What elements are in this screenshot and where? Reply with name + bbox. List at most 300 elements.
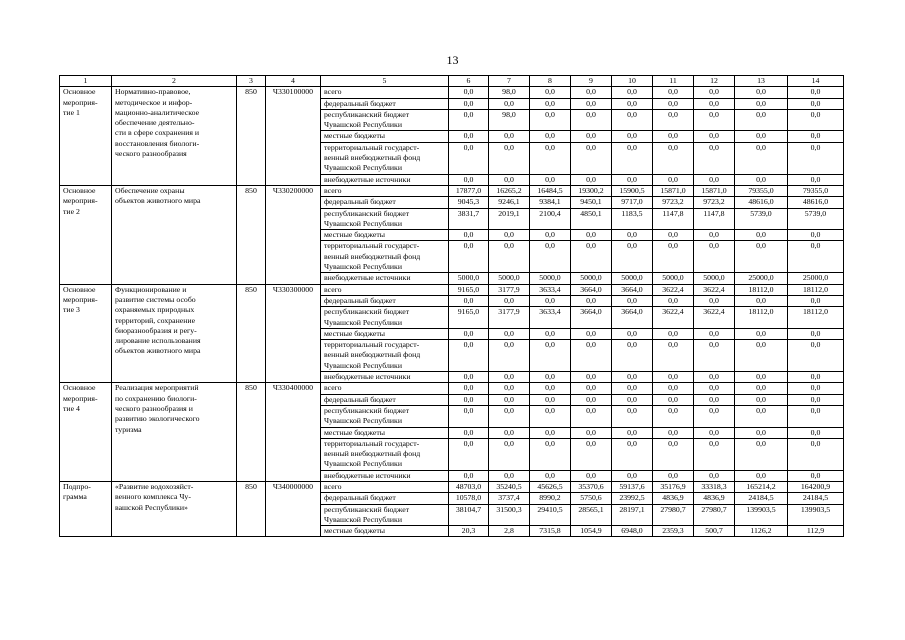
- funding-source: всего: [321, 87, 449, 98]
- amount-cell: 0,0: [788, 438, 844, 470]
- funding-source: внебюджетные источники: [321, 174, 449, 185]
- amount-cell: 0,0: [612, 372, 653, 383]
- amount-cell: 29410,5: [530, 504, 571, 526]
- amount-cell: 0,0: [694, 328, 735, 339]
- amount-cell: 3177,9: [489, 284, 530, 295]
- funding-source: федеральный бюджет: [321, 493, 449, 504]
- amount-cell: 0,0: [653, 328, 694, 339]
- amount-cell: 5000,0: [571, 273, 612, 284]
- amount-cell: 25000,0: [788, 273, 844, 284]
- amount-cell: 0,0: [653, 241, 694, 273]
- amount-cell: 98,0: [489, 87, 530, 98]
- amount-cell: 0,0: [612, 230, 653, 241]
- amount-cell: 10578,0: [449, 493, 489, 504]
- amount-cell: 0,0: [612, 131, 653, 142]
- amount-cell: 3664,0: [612, 284, 653, 295]
- activity-description: Функционирование и развитие системы особо охраняемых природных территорий, сохранение биоразнообразия и регу- лирование использования объектов животного мира: [112, 284, 237, 383]
- amount-cell: 0,0: [530, 372, 571, 383]
- amount-cell: 18112,0: [788, 284, 844, 295]
- amount-cell: 9045,3: [449, 197, 489, 208]
- amount-cell: 0,0: [735, 470, 788, 481]
- amount-cell: 5000,0: [449, 273, 489, 284]
- amount-cell: 0,0: [612, 470, 653, 481]
- amount-cell: 0,0: [530, 405, 571, 427]
- amount-cell: 5000,0: [653, 273, 694, 284]
- amount-cell: 35370,6: [571, 481, 612, 492]
- funding-source: всего: [321, 185, 449, 196]
- budget-classification-code: Ч330200000: [266, 185, 321, 284]
- amount-cell: 9723,2: [694, 197, 735, 208]
- amount-cell: 0,0: [571, 470, 612, 481]
- amount-cell: 0,0: [571, 394, 612, 405]
- activity-description: «Развитие водохозяйст- венного комплекса Чу- вашской Республики»: [112, 481, 237, 536]
- table-row: [60, 383, 844, 394]
- amount-cell: 8990,2: [530, 493, 571, 504]
- amount-cell: 0,0: [788, 470, 844, 481]
- funding-source: территориальный государст- венный внебюджетный фонд Чувашской Республики: [321, 142, 449, 174]
- amount-cell: 0,0: [571, 174, 612, 185]
- column-number-5: 5: [321, 76, 449, 87]
- amount-cell: 0,0: [694, 372, 735, 383]
- amount-cell: 0,0: [653, 142, 694, 174]
- amount-cell: 79355,0: [788, 185, 844, 196]
- amount-cell: 0,0: [449, 98, 489, 109]
- amount-cell: 0,0: [694, 383, 735, 394]
- amount-cell: 35240,5: [489, 481, 530, 492]
- funding-source: федеральный бюджет: [321, 295, 449, 306]
- activity-name: Подпро- грамма: [60, 481, 112, 536]
- amount-cell: 0,0: [612, 142, 653, 174]
- amount-cell: 0,0: [612, 405, 653, 427]
- amount-cell: 24184,5: [788, 493, 844, 504]
- amount-cell: 139903,5: [788, 504, 844, 526]
- amount-cell: 112,9: [788, 526, 844, 537]
- amount-cell: 0,0: [653, 295, 694, 306]
- amount-cell: 5000,0: [530, 273, 571, 284]
- amount-cell: 2,8: [489, 526, 530, 537]
- amount-cell: 2019,1: [489, 208, 530, 230]
- amount-cell: 0,0: [530, 394, 571, 405]
- amount-cell: 0,0: [653, 98, 694, 109]
- amount-cell: 0,0: [571, 230, 612, 241]
- amount-cell: 4850,1: [571, 208, 612, 230]
- amount-cell: 0,0: [571, 98, 612, 109]
- amount-cell: 1183,5: [612, 208, 653, 230]
- amount-cell: 3633,4: [530, 284, 571, 295]
- amount-cell: 15900,5: [612, 185, 653, 196]
- amount-cell: 4836,9: [653, 493, 694, 504]
- amount-cell: 0,0: [788, 109, 844, 131]
- amount-cell: 0,0: [612, 394, 653, 405]
- amount-cell: 0,0: [694, 142, 735, 174]
- activity-name: Основное мероприя- тие 3: [60, 284, 112, 383]
- amount-cell: 16265,2: [489, 185, 530, 196]
- amount-cell: 0,0: [653, 394, 694, 405]
- amount-cell: 0,0: [612, 87, 653, 98]
- amount-cell: 0,0: [489, 405, 530, 427]
- amount-cell: 5739,0: [788, 208, 844, 230]
- amount-cell: 0,0: [449, 405, 489, 427]
- amount-cell: 0,0: [653, 427, 694, 438]
- responsible-code: 850: [237, 185, 266, 284]
- amount-cell: 3622,4: [694, 284, 735, 295]
- amount-cell: 0,0: [612, 241, 653, 273]
- amount-cell: 18112,0: [735, 307, 788, 329]
- amount-cell: 6948,0: [612, 526, 653, 537]
- amount-cell: 19300,2: [571, 185, 612, 196]
- budget-table-container: [59, 75, 843, 537]
- funding-source: всего: [321, 481, 449, 492]
- amount-cell: 0,0: [735, 131, 788, 142]
- amount-cell: 0,0: [612, 109, 653, 131]
- amount-cell: 0,0: [694, 340, 735, 372]
- amount-cell: 0,0: [694, 98, 735, 109]
- amount-cell: 0,0: [788, 372, 844, 383]
- amount-cell: 0,0: [788, 230, 844, 241]
- amount-cell: 0,0: [735, 383, 788, 394]
- funding-source: федеральный бюджет: [321, 98, 449, 109]
- amount-cell: 0,0: [530, 98, 571, 109]
- amount-cell: 0,0: [489, 340, 530, 372]
- amount-cell: 0,0: [735, 328, 788, 339]
- amount-cell: 0,0: [571, 87, 612, 98]
- funding-source: местные бюджеты: [321, 526, 449, 537]
- amount-cell: 0,0: [489, 131, 530, 142]
- amount-cell: 0,0: [530, 470, 571, 481]
- amount-cell: 0,0: [530, 427, 571, 438]
- amount-cell: 500,7: [694, 526, 735, 537]
- amount-cell: 0,0: [530, 230, 571, 241]
- amount-cell: 0,0: [788, 383, 844, 394]
- amount-cell: 1126,2: [735, 526, 788, 537]
- amount-cell: 0,0: [653, 109, 694, 131]
- amount-cell: 3664,0: [612, 307, 653, 329]
- amount-cell: 0,0: [571, 340, 612, 372]
- activity-description: Обеспечение охраны объектов животного мира: [112, 185, 237, 284]
- amount-cell: 0,0: [694, 230, 735, 241]
- amount-cell: 0,0: [449, 328, 489, 339]
- amount-cell: 0,0: [694, 109, 735, 131]
- amount-cell: 0,0: [449, 427, 489, 438]
- amount-cell: 0,0: [653, 438, 694, 470]
- amount-cell: 0,0: [571, 372, 612, 383]
- amount-cell: 0,0: [788, 340, 844, 372]
- amount-cell: 0,0: [449, 394, 489, 405]
- amount-cell: 0,0: [653, 372, 694, 383]
- amount-cell: 15871,0: [653, 185, 694, 196]
- table-row: [60, 481, 844, 492]
- amount-cell: 0,0: [612, 328, 653, 339]
- column-number-13: 13: [735, 76, 788, 87]
- amount-cell: 0,0: [788, 295, 844, 306]
- amount-cell: 0,0: [612, 295, 653, 306]
- amount-cell: 59137,6: [612, 481, 653, 492]
- amount-cell: 9384,1: [530, 197, 571, 208]
- amount-cell: 165214,2: [735, 481, 788, 492]
- amount-cell: 9165,0: [449, 307, 489, 329]
- amount-cell: 5000,0: [694, 273, 735, 284]
- activity-description: Реализация мероприятий по сохранению биологи- ческого разнообразия и развитию экологического туризма: [112, 383, 237, 482]
- budget-classification-code: Ч330100000: [266, 87, 321, 186]
- amount-cell: 0,0: [449, 383, 489, 394]
- page-number: 13: [446, 53, 459, 67]
- amount-cell: 0,0: [449, 174, 489, 185]
- amount-cell: 0,0: [571, 142, 612, 174]
- amount-cell: 0,0: [653, 131, 694, 142]
- activity-name: Основное мероприя- тие 4: [60, 383, 112, 482]
- amount-cell: 0,0: [735, 87, 788, 98]
- amount-cell: 0,0: [530, 142, 571, 174]
- amount-cell: 0,0: [788, 131, 844, 142]
- amount-cell: 1054,9: [571, 526, 612, 537]
- amount-cell: 3633,4: [530, 307, 571, 329]
- amount-cell: 0,0: [788, 328, 844, 339]
- amount-cell: 79355,0: [735, 185, 788, 196]
- amount-cell: 48616,0: [788, 197, 844, 208]
- table-row: [60, 87, 844, 98]
- amount-cell: 0,0: [530, 295, 571, 306]
- amount-cell: 0,0: [735, 438, 788, 470]
- amount-cell: 0,0: [694, 470, 735, 481]
- amount-cell: 0,0: [694, 295, 735, 306]
- amount-cell: 15871,0: [694, 185, 735, 196]
- column-number-4: 4: [266, 76, 321, 87]
- table-body: [60, 76, 844, 537]
- amount-cell: 0,0: [735, 427, 788, 438]
- funding-source: территориальный государст- венный внебюджетный фонд Чувашской Республики: [321, 340, 449, 372]
- amount-cell: 3622,4: [653, 307, 694, 329]
- amount-cell: 25000,0: [735, 273, 788, 284]
- amount-cell: 0,0: [449, 340, 489, 372]
- column-number-3: 3: [237, 76, 266, 87]
- amount-cell: 0,0: [489, 241, 530, 273]
- funding-source: республиканский бюджет Чувашской Республики: [321, 405, 449, 427]
- funding-source: местные бюджеты: [321, 328, 449, 339]
- amount-cell: 0,0: [449, 295, 489, 306]
- amount-cell: 0,0: [571, 383, 612, 394]
- amount-cell: 2359,3: [653, 526, 694, 537]
- amount-cell: 28565,1: [571, 504, 612, 526]
- amount-cell: 0,0: [788, 241, 844, 273]
- column-number-9: 9: [571, 76, 612, 87]
- funding-source: местные бюджеты: [321, 427, 449, 438]
- funding-source: республиканский бюджет Чувашской Республики: [321, 504, 449, 526]
- amount-cell: 0,0: [571, 438, 612, 470]
- amount-cell: 23992,5: [612, 493, 653, 504]
- amount-cell: 0,0: [489, 470, 530, 481]
- amount-cell: 16484,5: [530, 185, 571, 196]
- amount-cell: 0,0: [489, 328, 530, 339]
- amount-cell: 0,0: [788, 427, 844, 438]
- amount-cell: 0,0: [735, 109, 788, 131]
- amount-cell: 4836,9: [694, 493, 735, 504]
- amount-cell: 0,0: [449, 438, 489, 470]
- amount-cell: 9450,1: [571, 197, 612, 208]
- budget-classification-code: Ч330300000: [266, 284, 321, 383]
- amount-cell: 0,0: [788, 405, 844, 427]
- column-number-12: 12: [694, 76, 735, 87]
- amount-cell: 31500,3: [489, 504, 530, 526]
- amount-cell: 0,0: [530, 109, 571, 131]
- column-number-2: 2: [112, 76, 237, 87]
- activity-name: Основное мероприя- тие 1: [60, 87, 112, 186]
- amount-cell: 0,0: [653, 174, 694, 185]
- amount-cell: 0,0: [489, 394, 530, 405]
- amount-cell: 0,0: [653, 470, 694, 481]
- amount-cell: 0,0: [694, 87, 735, 98]
- responsible-code: 850: [237, 87, 266, 186]
- amount-cell: 0,0: [694, 394, 735, 405]
- amount-cell: 0,0: [449, 230, 489, 241]
- funding-source: всего: [321, 383, 449, 394]
- amount-cell: 20,3: [449, 526, 489, 537]
- amount-cell: 9723,2: [653, 197, 694, 208]
- amount-cell: 0,0: [571, 427, 612, 438]
- amount-cell: 48703,0: [449, 481, 489, 492]
- amount-cell: 0,0: [612, 98, 653, 109]
- amount-cell: 0,0: [788, 142, 844, 174]
- amount-cell: 0,0: [571, 131, 612, 142]
- amount-cell: 0,0: [449, 131, 489, 142]
- column-number-10: 10: [612, 76, 653, 87]
- amount-cell: 0,0: [735, 372, 788, 383]
- amount-cell: 0,0: [612, 383, 653, 394]
- amount-cell: 48616,0: [735, 197, 788, 208]
- funding-source: местные бюджеты: [321, 131, 449, 142]
- amount-cell: 0,0: [653, 230, 694, 241]
- table-row: [60, 284, 844, 295]
- budget-classification-code: Ч330400000: [266, 383, 321, 482]
- amount-cell: 98,0: [489, 109, 530, 131]
- amount-cell: 0,0: [489, 98, 530, 109]
- amount-cell: 0,0: [612, 427, 653, 438]
- funding-source: федеральный бюджет: [321, 197, 449, 208]
- amount-cell: 0,0: [571, 109, 612, 131]
- amount-cell: 0,0: [489, 230, 530, 241]
- amount-cell: 0,0: [449, 109, 489, 131]
- amount-cell: 0,0: [449, 372, 489, 383]
- amount-cell: 0,0: [489, 372, 530, 383]
- column-number-header-row: [60, 76, 844, 87]
- amount-cell: 0,0: [735, 142, 788, 174]
- funding-source: местные бюджеты: [321, 230, 449, 241]
- amount-cell: 3177,9: [489, 307, 530, 329]
- amount-cell: 17877,0: [449, 185, 489, 196]
- column-number-14: 14: [788, 76, 844, 87]
- funding-source: республиканский бюджет Чувашской Республики: [321, 109, 449, 131]
- amount-cell: 0,0: [571, 295, 612, 306]
- amount-cell: 5000,0: [612, 273, 653, 284]
- amount-cell: 0,0: [449, 241, 489, 273]
- column-number-11: 11: [653, 76, 694, 87]
- funding-source: республиканский бюджет Чувашской Республики: [321, 208, 449, 230]
- amount-cell: 0,0: [788, 174, 844, 185]
- amount-cell: 0,0: [530, 438, 571, 470]
- amount-cell: 3737,4: [489, 493, 530, 504]
- amount-cell: 0,0: [530, 328, 571, 339]
- funding-source: всего: [321, 284, 449, 295]
- amount-cell: 0,0: [571, 328, 612, 339]
- responsible-code: 850: [237, 481, 266, 536]
- amount-cell: 33318,3: [694, 481, 735, 492]
- responsible-code: 850: [237, 383, 266, 482]
- amount-cell: 0,0: [612, 340, 653, 372]
- funding-source: внебюджетные источники: [321, 372, 449, 383]
- activity-description: Нормативно-правовое, методическое и инфор- мационно-аналитическое обеспечение деятельно- сти в сфере сохранения и восстановления биологи- ческого разнообразия: [112, 87, 237, 186]
- amount-cell: 0,0: [530, 340, 571, 372]
- amount-cell: 164200,9: [788, 481, 844, 492]
- amount-cell: 9717,0: [612, 197, 653, 208]
- amount-cell: 0,0: [530, 241, 571, 273]
- amount-cell: 28197,1: [612, 504, 653, 526]
- budget-table: [59, 75, 844, 537]
- responsible-code: 850: [237, 284, 266, 383]
- amount-cell: 9246,1: [489, 197, 530, 208]
- amount-cell: 0,0: [788, 394, 844, 405]
- amount-cell: 0,0: [735, 230, 788, 241]
- amount-cell: 0,0: [735, 295, 788, 306]
- funding-source: внебюджетные источники: [321, 470, 449, 481]
- column-number-1: 1: [60, 76, 112, 87]
- amount-cell: 5739,0: [735, 208, 788, 230]
- amount-cell: 0,0: [653, 405, 694, 427]
- amount-cell: 0,0: [653, 87, 694, 98]
- amount-cell: 0,0: [694, 438, 735, 470]
- funding-source: территориальный государст- венный внебюджетный фонд Чувашской Республики: [321, 438, 449, 470]
- amount-cell: 38104,7: [449, 504, 489, 526]
- amount-cell: 0,0: [571, 241, 612, 273]
- column-number-6: 6: [449, 76, 489, 87]
- amount-cell: 3622,4: [653, 284, 694, 295]
- funding-source: внебюджетные источники: [321, 273, 449, 284]
- funding-source: территориальный государст- венный внебюджетный фонд Чувашской Республики: [321, 241, 449, 273]
- amount-cell: 0,0: [489, 427, 530, 438]
- amount-cell: 24184,5: [735, 493, 788, 504]
- amount-cell: 0,0: [612, 438, 653, 470]
- amount-cell: 0,0: [653, 383, 694, 394]
- column-number-7: 7: [489, 76, 530, 87]
- amount-cell: 0,0: [489, 438, 530, 470]
- amount-cell: 0,0: [449, 142, 489, 174]
- funding-source: федеральный бюджет: [321, 394, 449, 405]
- amount-cell: 0,0: [530, 383, 571, 394]
- amount-cell: 0,0: [788, 98, 844, 109]
- amount-cell: 3664,0: [571, 284, 612, 295]
- amount-cell: 0,0: [694, 427, 735, 438]
- amount-cell: 5750,6: [571, 493, 612, 504]
- amount-cell: 1147,8: [694, 208, 735, 230]
- amount-cell: 1147,8: [653, 208, 694, 230]
- amount-cell: 0,0: [788, 87, 844, 98]
- amount-cell: 27980,7: [694, 504, 735, 526]
- amount-cell: 0,0: [530, 131, 571, 142]
- amount-cell: 3664,0: [571, 307, 612, 329]
- amount-cell: 7315,8: [530, 526, 571, 537]
- column-number-8: 8: [530, 76, 571, 87]
- activity-name: Основное мероприя- тие 2: [60, 185, 112, 284]
- amount-cell: 0,0: [735, 174, 788, 185]
- amount-cell: 0,0: [694, 174, 735, 185]
- amount-cell: 0,0: [694, 131, 735, 142]
- amount-cell: 0,0: [449, 87, 489, 98]
- amount-cell: 0,0: [694, 405, 735, 427]
- amount-cell: 0,0: [735, 394, 788, 405]
- amount-cell: 3831,7: [449, 208, 489, 230]
- amount-cell: 139903,5: [735, 504, 788, 526]
- amount-cell: 45626,5: [530, 481, 571, 492]
- amount-cell: 0,0: [489, 174, 530, 185]
- amount-cell: 0,0: [735, 98, 788, 109]
